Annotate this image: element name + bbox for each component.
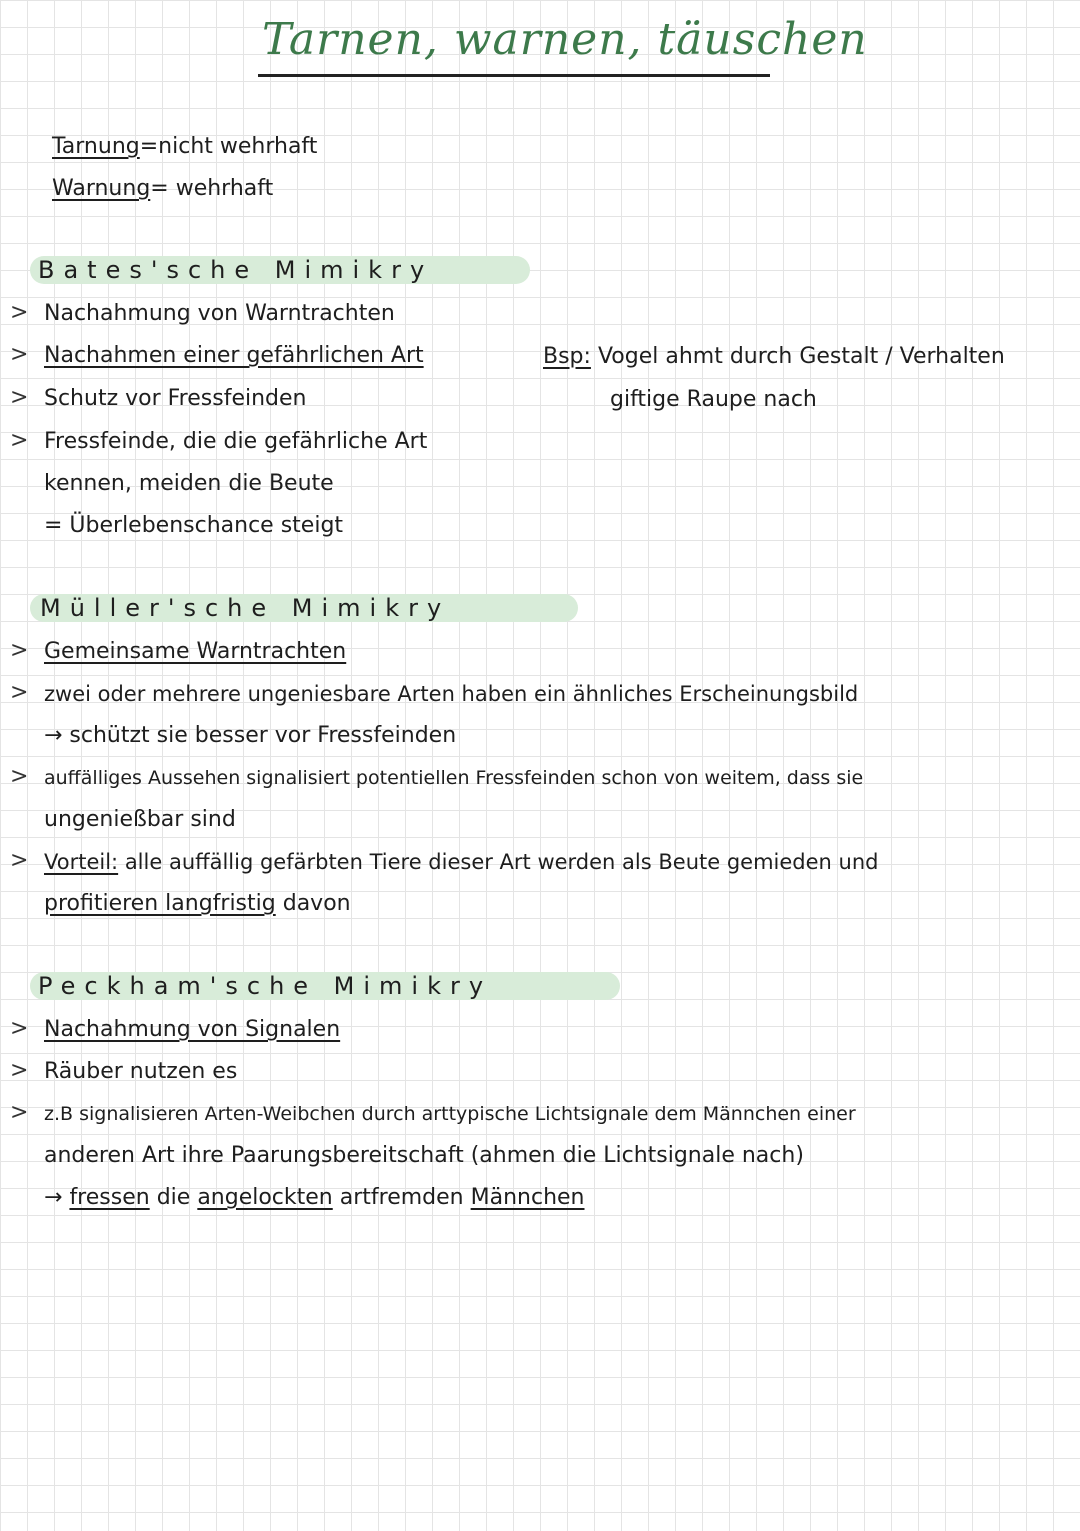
peckham-bullet-3-line-3 bbox=[44, 1184, 585, 1212]
bullet-marker: > bbox=[10, 385, 29, 410]
example-text: Vogel ahmt durch Gestalt / Verhalten bbox=[597, 344, 1005, 369]
bullet-marker: > bbox=[10, 1058, 29, 1083]
mueller-bullet-2-line-1: zwei oder mehrere ungeniesbare Arten haben ein ähnliches Erscheinungsbild bbox=[44, 682, 859, 706]
davon-text: davon bbox=[282, 891, 351, 916]
mueller-heading: Müller'sche Mimikry bbox=[40, 594, 451, 622]
maennchen-text: Männchen bbox=[470, 1185, 585, 1210]
page-title: Tarnen, warnen, täuschen bbox=[262, 14, 868, 65]
bullet-marker: > bbox=[10, 638, 29, 663]
definition-warnung bbox=[52, 175, 273, 203]
term-tarnung: Tarnung bbox=[52, 134, 140, 159]
peckham-heading: Peckham'sche Mimikry bbox=[38, 972, 493, 1000]
term-warnung: Warnung bbox=[52, 176, 151, 201]
title-underline bbox=[258, 74, 770, 77]
bates-bullet-4-line-2: kennen, meiden die Beute bbox=[44, 471, 334, 496]
bates-bullet-4-line-1: Fressfeinde, die die gefährliche Art bbox=[44, 429, 428, 454]
bullet-marker: > bbox=[10, 1016, 29, 1041]
bates-bullet-1: Nachahmung von Warntrachten bbox=[44, 301, 395, 326]
bates-bullet-3: Schutz vor Fressfeinden bbox=[44, 386, 307, 411]
peckham-bullet-3-line-1: z.B signalisieren Arten-Weibchen durch arttypische Lichtsignale dem Männchen einer bbox=[44, 1103, 856, 1125]
mueller-bullet-3-line-2: ungenießbar sind bbox=[44, 807, 236, 832]
mueller-bullet-1: Gemeinsame Warntrachten bbox=[44, 639, 347, 664]
arrow-symbol: → bbox=[44, 1185, 63, 1210]
bullet-marker: > bbox=[10, 680, 29, 705]
vorteil-label: Vorteil: bbox=[44, 850, 119, 874]
mueller-bullet-3-line-1: auffälliges Aussehen signalisiert potentiellen Fressfeinden schon von weitem, dass sie bbox=[44, 767, 864, 789]
mueller-bullet-4-line-2 bbox=[44, 890, 351, 918]
profitieren-text: profitieren langfristig bbox=[44, 891, 276, 916]
bullet-marker: > bbox=[10, 300, 29, 325]
bates-bullet-4-line-3: = Überlebenschance steigt bbox=[44, 513, 344, 538]
die-text: die bbox=[156, 1185, 191, 1210]
peckham-bullet-1: Nachahmung von Signalen bbox=[44, 1017, 341, 1042]
definition-warnung-text: = wehrhaft bbox=[150, 176, 274, 201]
mueller-bullet-2-line-2: → schützt sie besser vor Fressfeinden bbox=[44, 723, 457, 748]
example-label: Bsp: bbox=[543, 344, 591, 369]
fressen-text: fressen bbox=[69, 1185, 150, 1210]
peckham-bullet-3-line-2: anderen Art ihre Paarungsbereitschaft (ahmen die Lichtsignale nach) bbox=[44, 1143, 804, 1168]
bullet-marker: > bbox=[10, 848, 29, 873]
definition-tarnung bbox=[52, 133, 317, 161]
bullet-marker: > bbox=[10, 342, 29, 367]
bates-heading: Bates'sche Mimikry bbox=[38, 256, 434, 284]
vorteil-text: alle auffällig gefärbten Tiere dieser Art werden als Beute gemieden und bbox=[124, 850, 879, 874]
bullet-marker: > bbox=[10, 1100, 29, 1125]
bates-example-line-1 bbox=[543, 343, 1005, 371]
bullet-marker: > bbox=[10, 428, 29, 453]
angelockten-text: angelockten bbox=[197, 1185, 333, 1210]
definition-tarnung-text: =nicht wehrhaft bbox=[139, 134, 318, 159]
peckham-bullet-2: Räuber nutzen es bbox=[44, 1059, 238, 1084]
bates-example-line-2: giftige Raupe nach bbox=[610, 387, 817, 412]
mueller-bullet-4-line-1 bbox=[44, 848, 878, 876]
bates-bullet-2: Nachahmen einer gefährlichen Art bbox=[44, 343, 424, 368]
artfremden-text: artfremden bbox=[339, 1185, 464, 1210]
bullet-marker: > bbox=[10, 764, 29, 789]
